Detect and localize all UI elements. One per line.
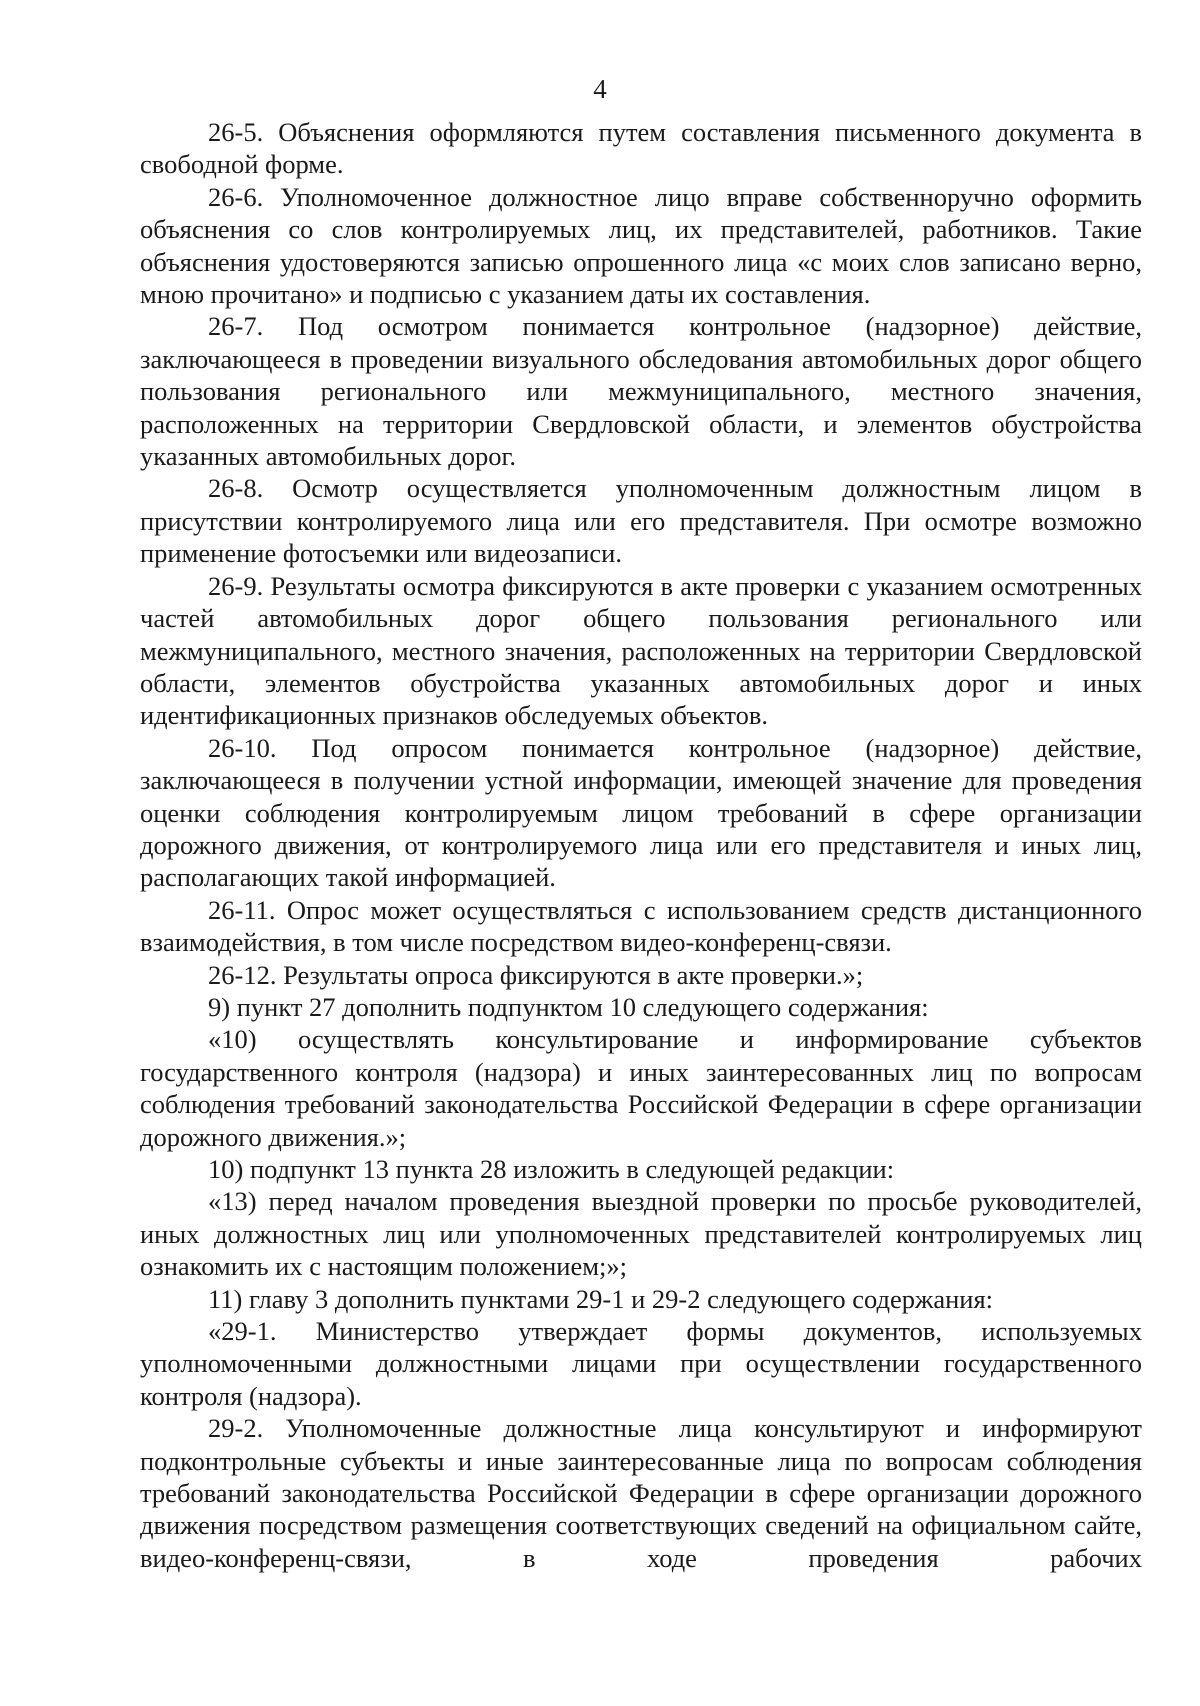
page-number: 4 xyxy=(593,74,607,104)
paragraph-26-12: 26-12. Результаты опроса фиксируются в акте проверки.»; xyxy=(208,959,864,990)
paragraph-item-10: 10) подпункт 13 пункта 28 изложить в следующей редакции: xyxy=(208,1154,895,1184)
paragraph-26-11: 26-11. Опрос может осуществляться с использованием средств дистанционного взаимодействия, в том числе посредством видео-конференц-связи. xyxy=(140,894,1142,958)
document-body xyxy=(140,116,1142,1574)
paragraph-26-10: 26-10. Под опросом понимается контрольное (надзорное) действие, заключающееся в получении устной информации, имеющей значение для проведения оценки соблюдения контролируемым лицом требований в сфере организации дорожного движения, от контролируемого лица или его представителя и иных лиц, располагающих такой информацией. xyxy=(140,732,1142,893)
paragraph-26-8: 26-8. Осмотр осуществляется уполномоченным должностным лицом в присутствии контролируемого лица или его представителя. При осмотре возможно применение фотосъемки или видеозаписи. xyxy=(140,473,1142,569)
paragraph-subitem-10: «10) осуществлять консультирование и информирование субъектов государственного контроля (надзора) и иных заинтересованных лиц по вопросам соблюдения требований законодательства Российской Федерации в сфере организации дорожного движения.»; xyxy=(140,1024,1142,1152)
paragraph-26-7: 26-7. Под осмотром понимается контрольное (надзорное) действие, заключающееся в проведении визуального обследования автомобильных дорог общего пользования регионального или межмуниципального, местного значения, расположенных на территории Свердловской области, и элементов обустройства указанных автомобильных дорог. xyxy=(140,311,1142,472)
paragraph-26-9: 26-9. Результаты осмотра фиксируются в акте проверки с указанием осмотренных частей автомобильных дорог общего пользования регионального или межмуниципального, местного значения, расположенных на территории Свердловской области, элементов обустройства указанных автомобильных дорог и иных идентификационных признаков обследуемых объектов. xyxy=(140,570,1142,731)
paragraph-29-1: «29-1. Министерство утверждает формы документов, используемых уполномоченными должностными лицами при осуществлении государственного контроля (надзора). xyxy=(140,1316,1142,1411)
paragraph-29-2: 29-2. Уполномоченные должностные лица консультируют и информируют подконтрольные субъекты и иные заинтересованные лица по вопросам соблюдения требований законодательства Российской Федерации в сфере организации дорожного движения посредством размещения соответствующих сведений на официальном сайте, видео-конференц-связи, в ходе проведения рабочих xyxy=(140,1413,1142,1573)
paragraph-26-5: 26-5. Объяснения оформляются путем составления письменного документа в свободной форме. xyxy=(140,117,1142,180)
paragraph-subitem-13: «13) перед началом проведения выездной проверки по просьбе руководителей, иных должностных лиц или уполномоченных представителей контролируемых лиц ознакомить их с настоящим положением;»; xyxy=(140,1186,1142,1282)
paragraph-item-9: 9) пункт 27 дополнить подпунктом 10 следующего содержания: xyxy=(208,991,929,1022)
paragraph-26-6: 26-6. Уполномоченное должностное лицо вправе собственноручно оформить объяснения со слов контролируемых лиц, их представителей, работников. Такие объяснения удостоверяются записью опрошенного лица «с моих слов записано верно, мною прочитано» и подписью с указанием даты их составления. xyxy=(140,181,1142,310)
paragraph-item-11: 11) главу 3 дополнить пунктами 29-1 и 29-2 следующего содержания: xyxy=(208,1283,994,1314)
